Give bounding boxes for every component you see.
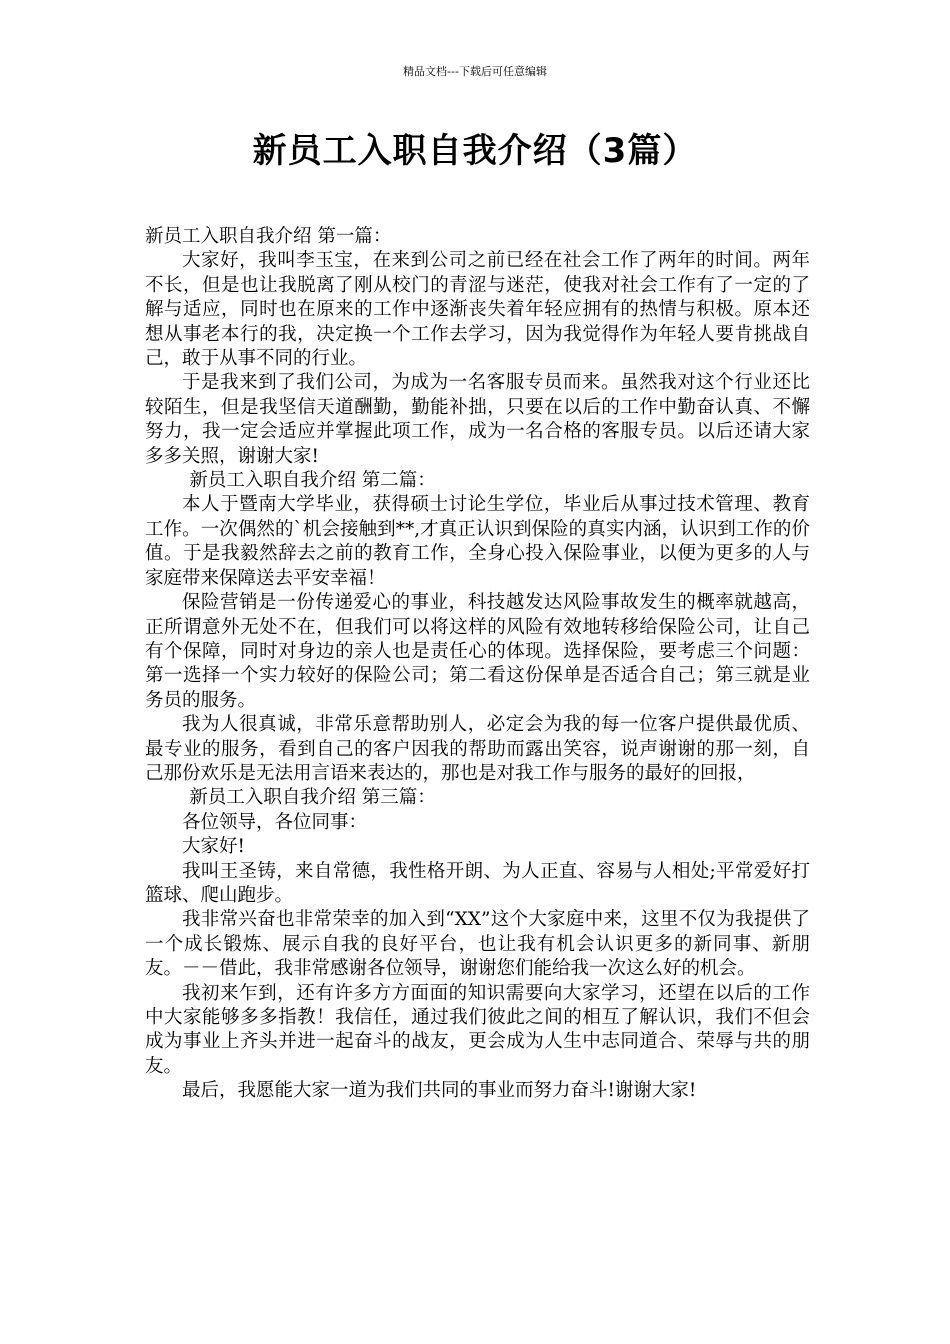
paragraph: 我非常兴奋也非常荣幸的加入到“XX”这个大家庭中来，这里不仅为我提供了一个成长锻炼、展示自我的良好平台，也让我有机会认识更多的新同事、新朋友。－－借此，我非常感谢各位领导，谢谢您们能给我一次这么好的机会。 (145, 909, 810, 980)
document-title: 新员工入职自我介绍（3篇） (252, 131, 698, 171)
section-heading-2: 新员工入职自我介绍 第二篇： (189, 470, 436, 492)
paragraph: 于是我来到了我们公司，为成为一名客服专员而来。虽然我对这个行业还比较陌生，但是我坚信天道酬勤，勤能补拙，只要在以后的工作中勤奋认真、不懈努力，我一定会适应并掌握此项工作，成为一名合格的客服专员。以后还请大家多多关照，谢谢大家! (145, 372, 810, 467)
document-body (145, 225, 810, 1104)
section-heading-1: 新员工入职自我介绍 第一篇： (145, 226, 392, 247)
paragraph: 我叫王圣铸，来自常德，我性格开朗、为人正直、容易与人相处;平常爱好打篮球、爬山跑步。 (145, 860, 810, 906)
paragraph: 最后，我愿能大家一道为我们共同的事业而努力奋斗!谢谢大家! (182, 1080, 697, 1102)
paragraph: 大家好，我叫李玉宝，在来到公司之前已经在社会工作了两年的时间。两年不长，但是也让我脱离了刚从校门的青涩与迷茫，使我对社会工作有了一定的了解与适应，同时也在原来的工作中逐渐丧失着年轻应拥有的热情与积极。原本还想从事老本行的我，决定换一个工作去学习，因为我觉得作为年轻人要肯挑战自己，敢于从事不同的行业。 (145, 250, 810, 370)
header-note: 精品文档---下载后可任意编辑 (403, 65, 547, 78)
paragraph: 本人于暨南大学毕业，获得硕士讨论生学位，毕业后从事过技术管理、教育工作。一次偶然的`机会接触到**,才真正认识到保险的真实内涵，认识到工作的价值。于是我毅然辞去之前的教育工作，全身心投入保险事业，以便为更多的人与家庭带来保障送去平安幸福！ (145, 494, 810, 589)
paragraph: 我初来乍到，还有许多方方面面的知识需要向大家学习，还望在以后的工作中大家能够多多指教！我信任，通过我们彼此之间的相互了解认识，我们不但会成为事业上齐头并进一起奋斗的战友，更会成为人生中志同道合、荣辱与共的朋友。 (145, 982, 810, 1077)
paragraph: 大家好! (182, 836, 245, 858)
paragraph: 各位领导，各位同事： (182, 811, 368, 833)
paragraph: 我为人很真诚，非常乐意帮助别人，必定会为我的每一位客户提供最优质、最专业的服务，看到自己的客户因我的帮助而露出笑容，说声谢谢的那一刻，自己那份欢乐是无法用言语来表达的，那也是对我工作与服务的最好的回报， (145, 714, 810, 784)
paragraph: 保险营销是一份传递爱心的事业，科技越发达风险事故发生的概率就越高，正所谓意外无处不在，但我们可以将这样的风险有效地转移给保险公司，让自己有个保障，同时对身边的亲人也是责任心的体现。选择保险，要考虑三个问题：第一选择一个实力较好的保险公司；第二看这份保单是否适合自己；第三就是业务员的服务。 (145, 592, 810, 711)
section-heading-3: 新员工入职自我介绍 第三篇： (189, 787, 436, 809)
